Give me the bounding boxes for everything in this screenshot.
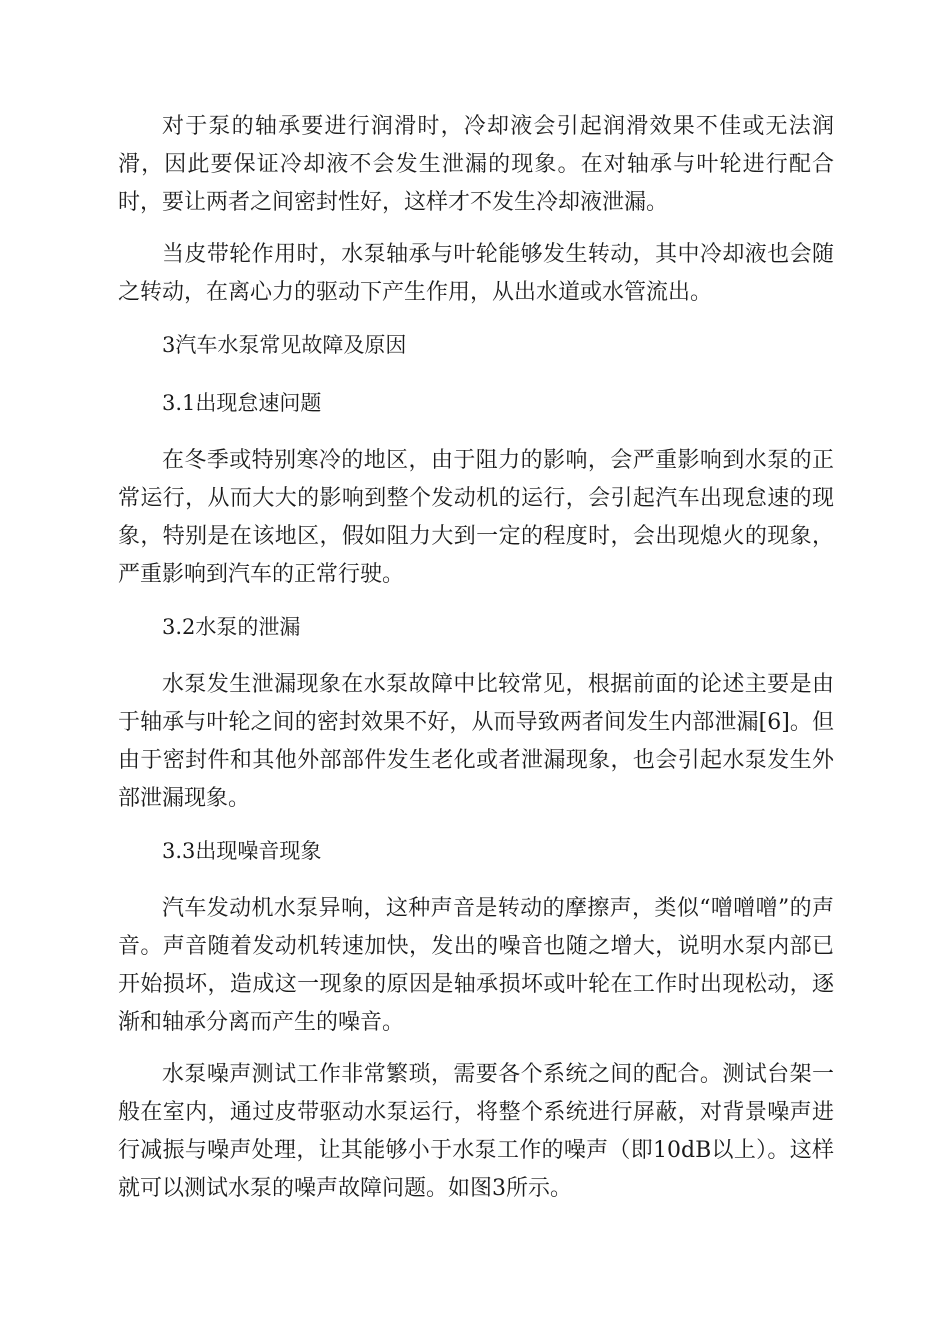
paragraph-noise-phenomenon: 汽车发动机水泵异响，这种声音是转动的摩擦声，类似“噌噌噌”的声音。声音随着发动机转速加快，发出的噪音也随之增大，说明水泵内部已开始损坏，造成这一现象的原因是轴承损坏或叶轮在工作时出现松动，逐渐和轴承分离而产生的噪音。: [118, 896, 834, 1035]
paragraph-bearing-lubrication: 对于泵的轴承要进行润滑时，冷却液会引起润滑效果不佳或无法润滑，因此要保证冷却液不会发生泄漏的现象。在对轴承与叶轮进行配合时，要让两者之间密封性好，这样才不发生冷却液泄漏。: [118, 114, 834, 215]
section-heading-3-1: 3.1出现怠速问题: [162, 391, 322, 415]
paragraph-idle-problem: 在冬季或特别寒冷的地区，由于阻力的影响，会严重影响到水泵的正常运行，从而大大的影响到整个发动机的运行，会引起汽车出现怠速的现象，特别是在该地区，假如阻力大到一定的程度时，会出现熄火的现象，严重影响到汽车的正常行驶。: [118, 448, 834, 587]
paragraph-pump-leakage: 水泵发生泄漏现象在水泵故障中比较常见，根据前面的论述主要是由于轴承与叶轮之间的密封效果不好，从而导致两者间发生内部泄漏[6]。但由于密封件和其他外部部件发生老化或者泄漏现象，也会引起水泵发生外部泄漏现象。: [118, 672, 834, 811]
paragraph-pulley-rotation: 当皮带轮作用时，水泵轴承与叶轮能够发生转动，其中冷却液也会随之转动，在离心力的驱动下产生作用，从出水道或水管流出。: [118, 242, 834, 305]
paragraph-noise-test: 水泵噪声测试工作非常繁琐，需要各个系统之间的配合。测试台架一般在室内，通过皮带驱动水泵运行，将整个系统进行屏蔽，对背景噪声进行减振与噪声处理，让其能够小于水泵工作的噪声（即10dB以上）。这样就可以测试水泵的噪声故障问题。如图3所示。: [118, 1062, 834, 1201]
document-body: [118, 108, 834, 1222]
section-heading-3: 3汽车水泵常见故障及原因: [162, 333, 407, 357]
section-heading-3-2: 3.2水泵的泄漏: [162, 615, 301, 639]
section-heading-3-3: 3.3出现噪音现象: [162, 839, 322, 863]
